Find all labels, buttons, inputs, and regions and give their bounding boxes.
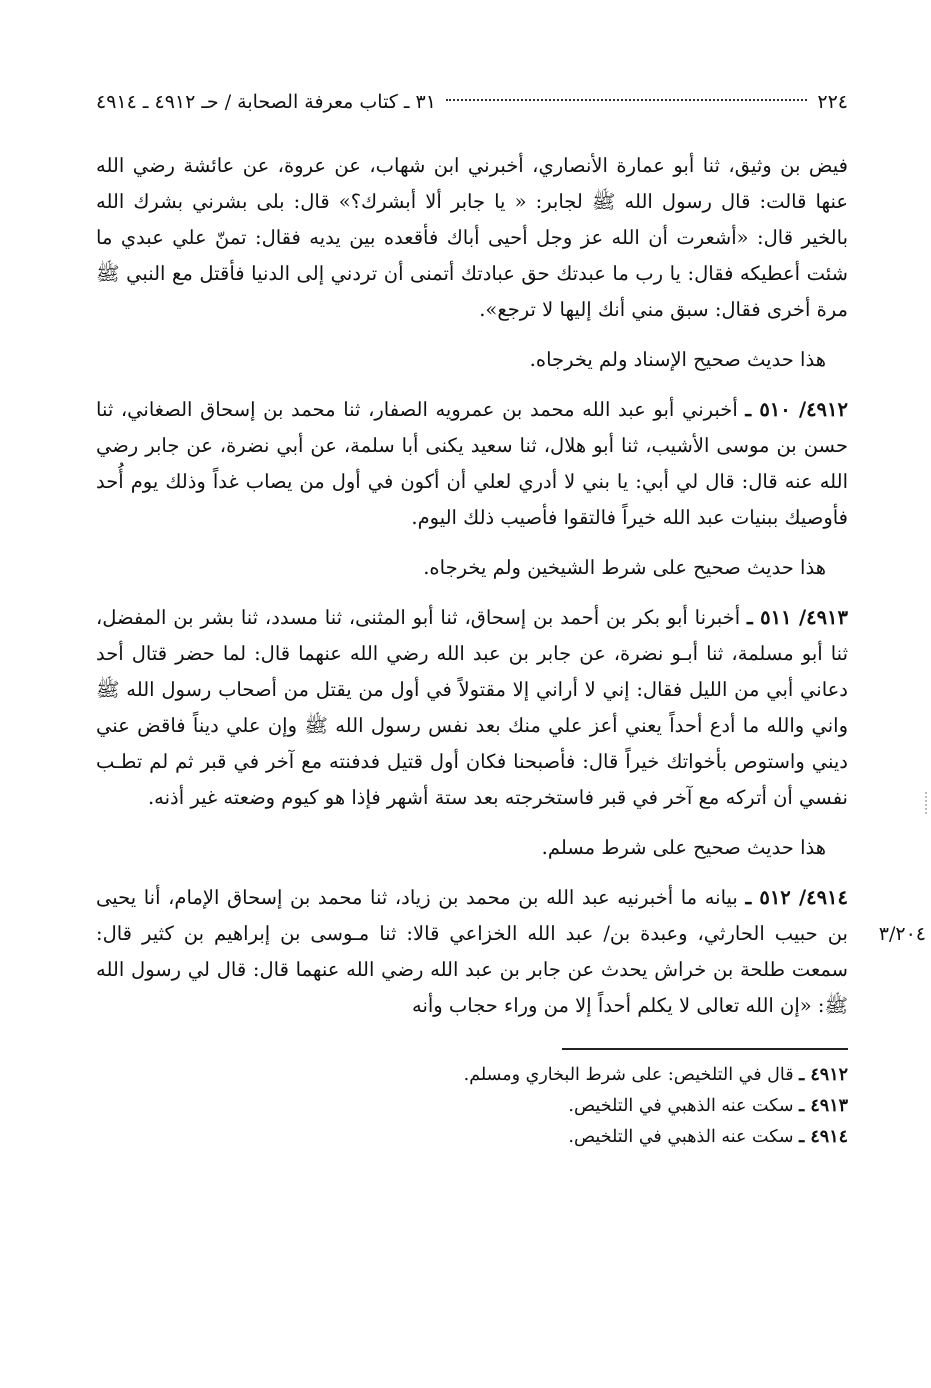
scan-edge-mark: [921, 792, 927, 814]
footnote-number: ٤٩١٤ ـ: [799, 1127, 848, 1147]
hadith-number: ٤٩١٤/ ٥١٢ ـ: [745, 886, 848, 909]
hadith-4913: [96, 600, 848, 816]
main-text: [96, 148, 926, 1024]
hadith-text-continued: الإمام، أنا يحيى بن حبيب الحارثي، وعبدة بن/ عبد الله الخزاعي قالا: ثنا مـوسى بن إبراهيم بن كثير قال: سمعت طلحة بن خراش يحدث عن جابر بن عبد الله رضي الله عنهما قال: قال لي رسول الله ﷺ: «إن الله تعالى لا يكلم أحداً إلا من وراء حجاب وأنه: [96, 886, 848, 1017]
footnote-number: ٤٩١٣ ـ: [799, 1096, 848, 1116]
hadith-continuation: فيض بن وثيق، ثنا أبو عمارة الأنصاري، أخبرني ابن شهاب، عن عروة، عن عائشة رضي الله عنها قالت: قال رسول الله ﷺ لجابر: « يا جابر ألا أبشرك؟» قال: بلى بشرني بشرك الله بالخير قال: «أشعرت أن الله عز وجل أحيى أباك فأقعده بين يديه فقال: تمنّ علي عبدي ما شئت أعطيكه فقال: يا رب ما عبدتك حق عبادتك أتمنى أن تردني إلى الدنيا فأقتل مع النبي ﷺ مرة أخرى فقال: سبق مني أنك إليها لا ترجع».: [96, 154, 848, 321]
hadith-text: بيانه ما أخبرنيه عبد الله بن محمد بن زياد، ثنا محمد بن إسحاق: [227, 886, 738, 909]
margin-reference: ٣/٢٠٤: [878, 923, 926, 945]
leader-dots: [446, 99, 807, 101]
hadith-number: ٤٩١٢/ ٥١٠ ـ: [745, 398, 848, 421]
footnote-text: سكت عنه الذهبي في التلخيص.: [568, 1096, 794, 1116]
hadith-4914: [96, 880, 926, 1024]
footnote-divider: [562, 1048, 848, 1050]
grading-statement: هذا حديث صحيح الإسناد ولم يخرجاه.: [529, 348, 826, 371]
hadith-text: أخبرني أبو عبد الله محمد بن عمرويه الصفار، ثنا محمد بن إسحاق الصغاني، ثنا حسن بن موسى الأشيب، ثنا أبو هلال، ثنا سعيد يكنى أبا سلمة، عن أبي نضرة، عن جابر رضي الله عنه قال: قال لي أبي: يا بني لا أدري لعلي أن أكون في أول من يصاب غداً وذلك يوم أُحد فأوصيك ببنيات عبد الله خيراً فالتقوا فأصيب ذلك اليوم.: [96, 398, 848, 529]
footnote-4912: [96, 1060, 848, 1091]
chapter-title: ٣١ ـ كتاب معرفة الصحابة / حـ ٤٩١٢ ـ ٤٩١٤: [96, 91, 436, 113]
hadith-text: أخبرنا أبو بكر بن أحمد بن إسحاق، ثنا أبو المثنى، ثنا مسدد، ثنا بشر بن المفضل، ثنا أبو مسلمة، ثنا أبـو نضرة، عن جابر بن عبد الله رضي الله عنهما قال: لما حضر قتال أحد دعاني أبي من الليل فقال: إني لا أراني إلا مقتولاً في أول من يقتل من أصحاب رسول الله ﷺ واني والله ما أدع أحداً يعني أعز علي منك بعد نفس رسول الله ﷺ وإن علي ديناً فاقض عني ديني واستوص بأخواتك خيراً قال: فأصبحنا فكان أول قتيل فدفنته مع آخر في قبر ثم لم تطـب نفسي أن أتركه مع آخر في قبر فاستخرجته بعد ستة أشهر فإذا هو كيوم وضعته غير أذنه.: [96, 606, 848, 809]
hadith-4912: [96, 392, 848, 536]
grading-statement: هذا حديث صحيح على شرط الشيخين ولم يخرجاه.: [423, 556, 826, 579]
footnote-text: سكت عنه الذهبي في التلخيص.: [568, 1127, 794, 1147]
grading-statement: هذا حديث صحيح على شرط مسلم.: [541, 836, 826, 859]
footnote-4913: [96, 1091, 848, 1122]
footnote-text: قال في التلخيص: على شرط البخاري ومسلم.: [463, 1065, 794, 1085]
footnote-4914: [96, 1122, 848, 1153]
running-head: [96, 84, 848, 120]
book-page: [96, 84, 926, 1153]
page-number: ٢٢٤: [817, 91, 848, 113]
footnote-number: ٤٩١٢ ـ: [799, 1065, 848, 1085]
hadith-number: ٤٩١٣/ ٥١١ ـ: [746, 606, 848, 629]
footnotes: [96, 1060, 848, 1153]
